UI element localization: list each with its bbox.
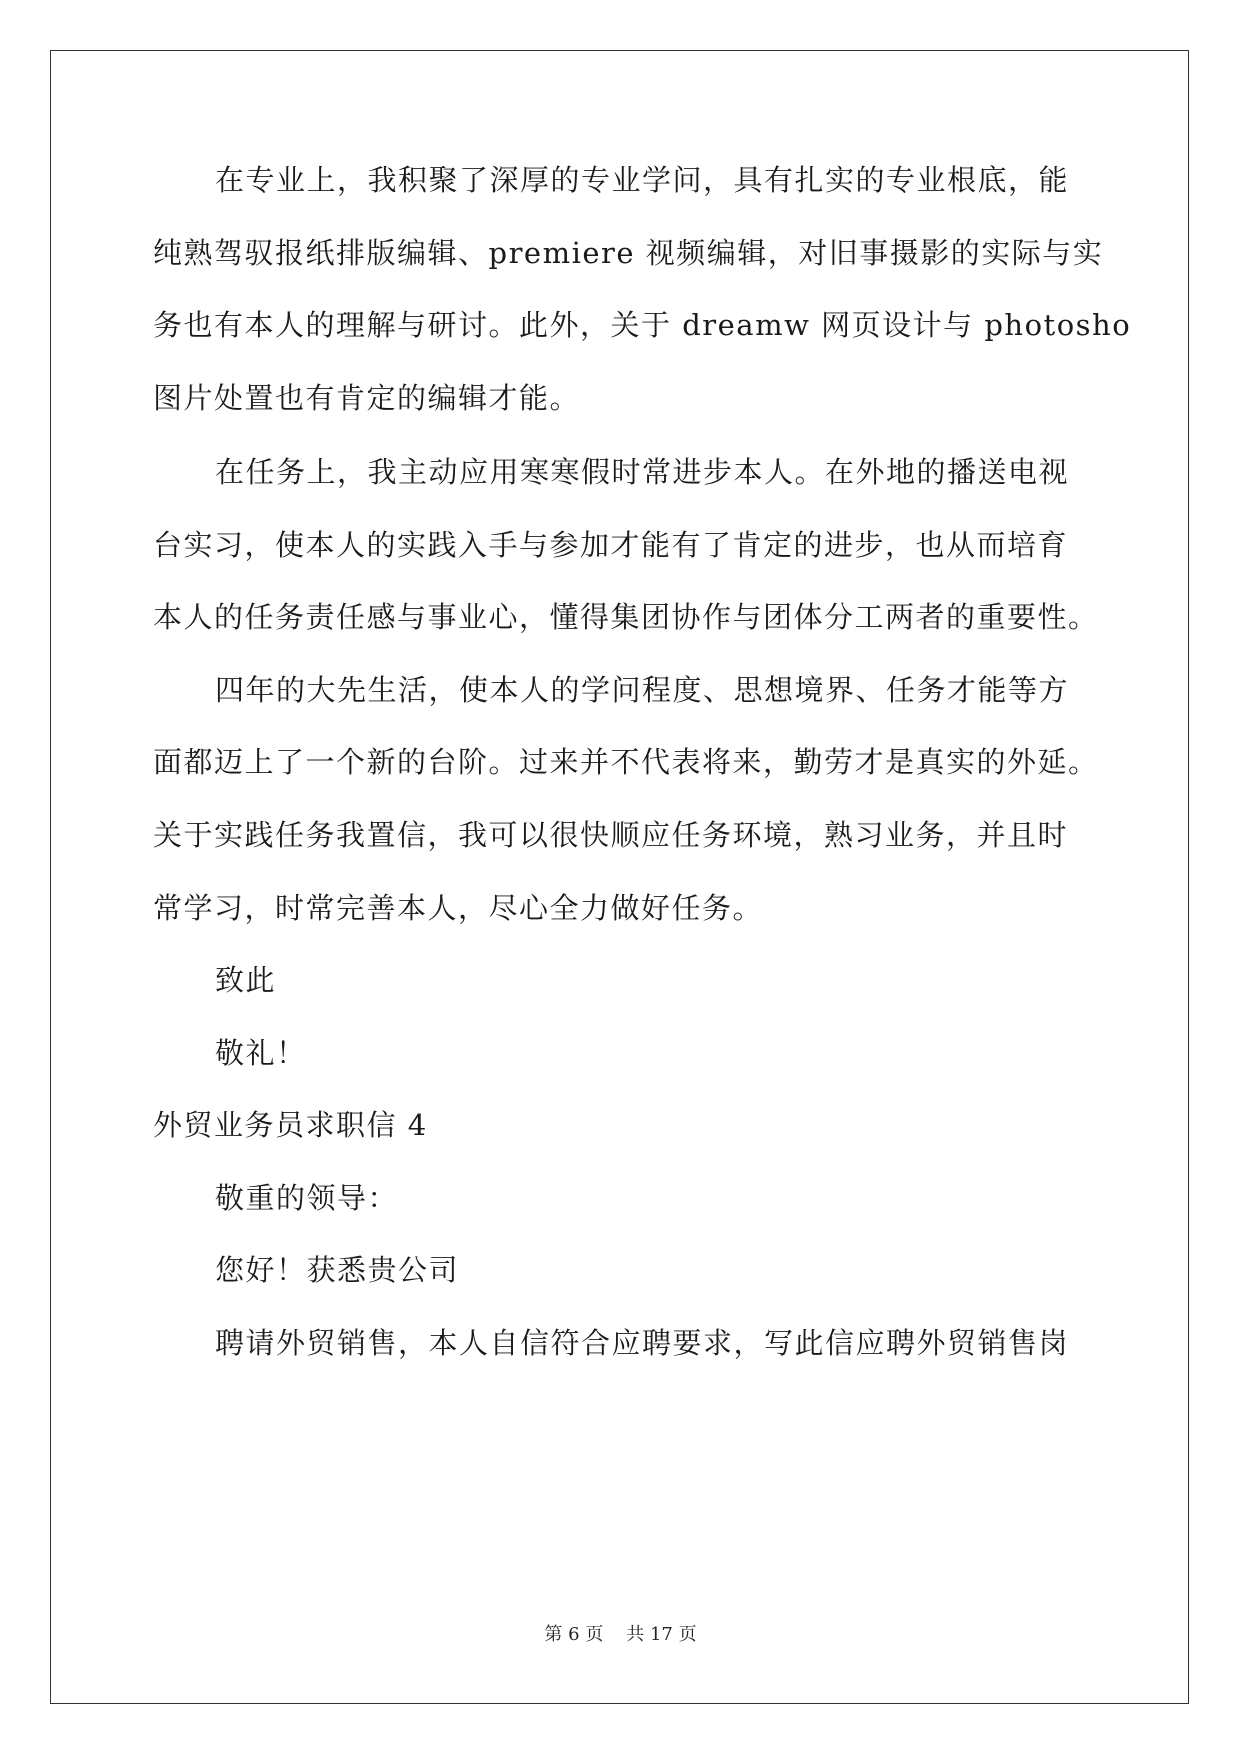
salutation-line: 敬礼！ bbox=[215, 1036, 307, 1070]
paragraph-line: 在专业上，我积聚了深厚的专业学问，具有扎实的专业根底，能 bbox=[215, 163, 1070, 197]
paragraph-line: 本人的任务责任感与事业心，懂得集团协作与团体分工两者的重要性。 bbox=[153, 600, 1099, 634]
page-border bbox=[50, 50, 1189, 1704]
paragraph-line: 聘请外贸销售，本人自信符合应聘要求，写此信应聘外贸销售岗 bbox=[215, 1326, 1070, 1360]
page-total: 共 17 页 bbox=[626, 1624, 697, 1645]
paragraph-line: 纯熟驾驭报纸排版编辑、premiere 视频编辑，对旧事摄影的实际与实 bbox=[153, 236, 1104, 270]
closing-line: 致此 bbox=[215, 963, 277, 997]
greeting-line: 敬重的领导： bbox=[215, 1181, 399, 1215]
paragraph-line: 务也有本人的理解与研讨。此外，关于 dreamw 网页设计与 photosho bbox=[153, 308, 1132, 342]
paragraph-line: 常学习，时常完善本人，尽心全力做好任务。 bbox=[153, 891, 764, 925]
paragraph-line: 在任务上，我主动应用寒寒假时常进步本人。在外地的播送电视 bbox=[215, 455, 1070, 489]
paragraph-line: 您好！获悉贵公司 bbox=[215, 1253, 460, 1287]
page-number: 第 6 页 bbox=[544, 1624, 604, 1645]
paragraph-line: 图片处置也有肯定的编辑才能。 bbox=[153, 381, 581, 415]
paragraph-line: 关于实践任务我置信，我可以很快顺应任务环境，熟习业务，并且时 bbox=[153, 818, 1069, 852]
paragraph-line: 四年的大先生活，使本人的学问程度、思想境界、任务才能等方 bbox=[215, 673, 1070, 707]
page-footer bbox=[0, 1623, 1241, 1647]
section-heading: 外贸业务员求职信 4 bbox=[153, 1108, 428, 1142]
paragraph-line: 面都迈上了一个新的台阶。过来并不代表将来，勤劳才是真实的外延。 bbox=[153, 745, 1099, 779]
paragraph-line: 台实习，使本人的实践入手与参加才能有了肯定的进步，也从而培育 bbox=[153, 528, 1069, 562]
